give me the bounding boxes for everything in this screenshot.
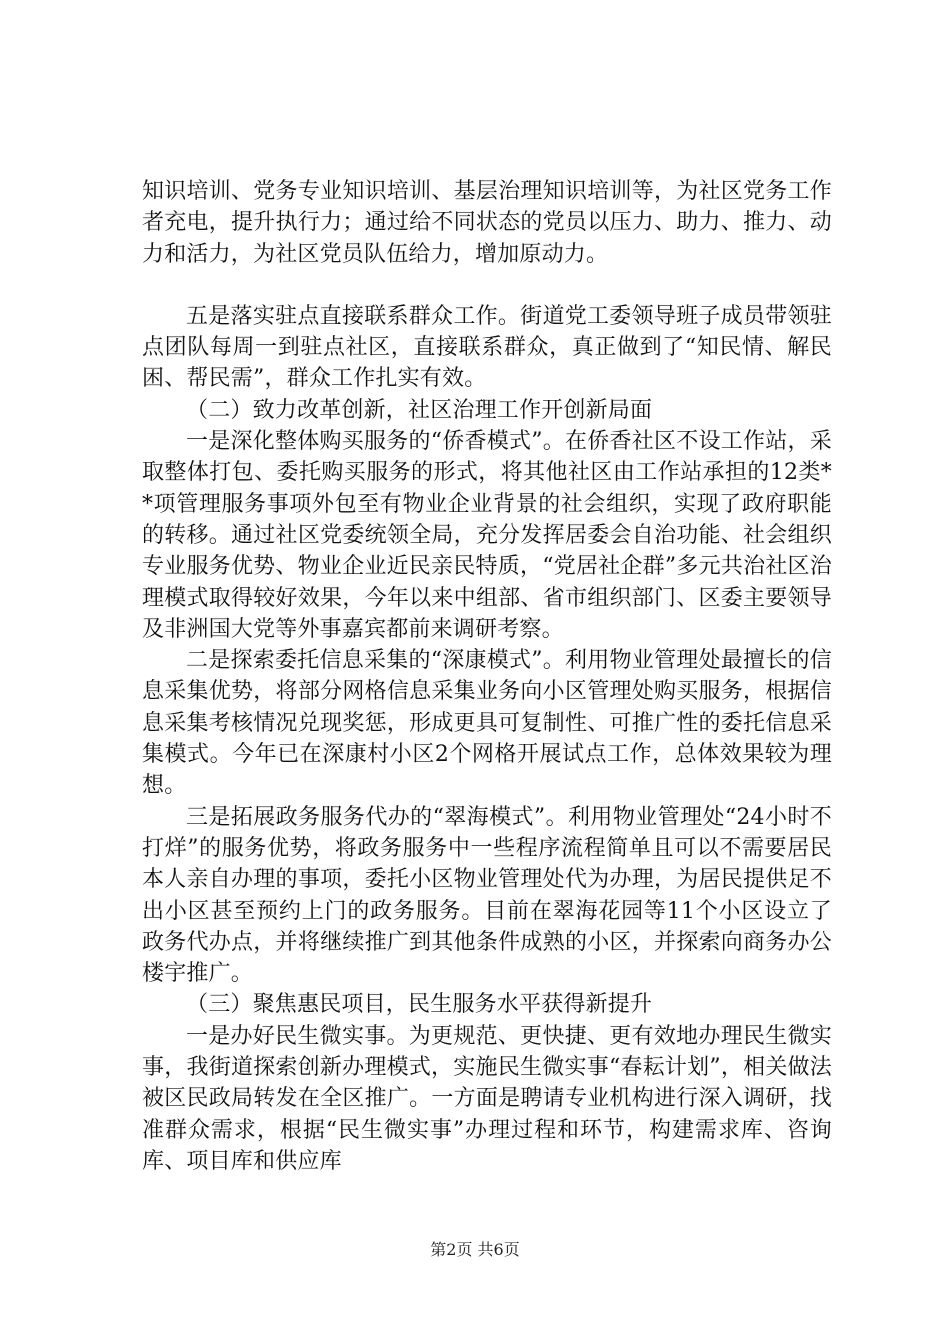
paragraph-point-five: 五是落实驻点直接联系群众工作。街道党工委领导班子成员带领驻点团队每周一到驻点社区，直接联系群众，真正做到了“知民情、解民困、帮民需”，群众工作扎实有效。: [142, 303, 832, 392]
page-number-label: 第2页 共6页: [430, 1240, 520, 1259]
section-heading-3: （三）聚焦惠民项目，民生服务水平获得新提升: [186, 992, 653, 1018]
paragraph-cuihai-model: 三是拓展政务服务代办的“翠海模式”。利用物业管理处“24小时不打烊”的服务优势，将政务服务中一些程序流程简单且可以不需要居民本人亲自办理的事项，委托小区物业管理处代为办理，为居民提供足不出小区甚至预约上门的政务服务。目前在翠海花园等11个小区设立了政务代办点，并将继续推广到其他条件成熟的小区，并探索向商务办公楼宇推广。: [142, 804, 832, 987]
paragraph-shenkang-model: 二是探索委托信息采集的“深康模式”。利用物业管理处最擅长的信息采集优势，将部分网格信息采集业务向小区管理处购买服务，根据信息采集考核情况兑现奖惩，形成更具可复制性、可推广性的委托信息采集模式。今年已在深康村小区2个网格开展试点工作，总体效果较为理想。: [142, 648, 832, 799]
section-heading-2: （二）致力改革创新，社区治理工作开创新局面: [186, 397, 653, 423]
paragraph-qiaoxiang-model: 一是深化整体购买服务的“侨香模式”。在侨香社区不设工作站，采取整体打包、委托购买服务的形式，将其他社区由工作站承担的12类**项管理服务事项外包至有物业企业背景的社会组织，实现了政府职能的转移。通过社区党委统领全局，充分发挥居委会自治功能、社会组织专业服务优势、物业企业近民亲民特质，“党居社企群”多元共治社区治理模式取得较好效果，今年以来中组部、省市组织部门、区委主要领导及非洲国大党等外事嘉宾都前来调研考察。: [142, 429, 832, 642]
paragraph-livelihood-affairs: 一是办好民生微实事。为更规范、更快捷、更有效地办理民生微实事，我街道探索创新办理模式，实施民生微实事“春耘计划”，相关做法被区民政局转发在全区推广。一方面是聘请专业机构进行深入调研，找准群众需求，根据“民生微实事”办理过程和环节，构建需求库、咨询库、项目库和供应库: [142, 1023, 832, 1174]
page-footer: [0, 1240, 950, 1260]
document-body: [142, 176, 832, 1177]
paragraph-continued: 知识培训、党务专业知识培训、基层治理知识培训等，为社区党务工作者充电，提升执行力；通过给不同状态的党员以压力、助力、推力、动力和活力，为社区党员队伍给力，增加原动力。: [142, 179, 832, 267]
